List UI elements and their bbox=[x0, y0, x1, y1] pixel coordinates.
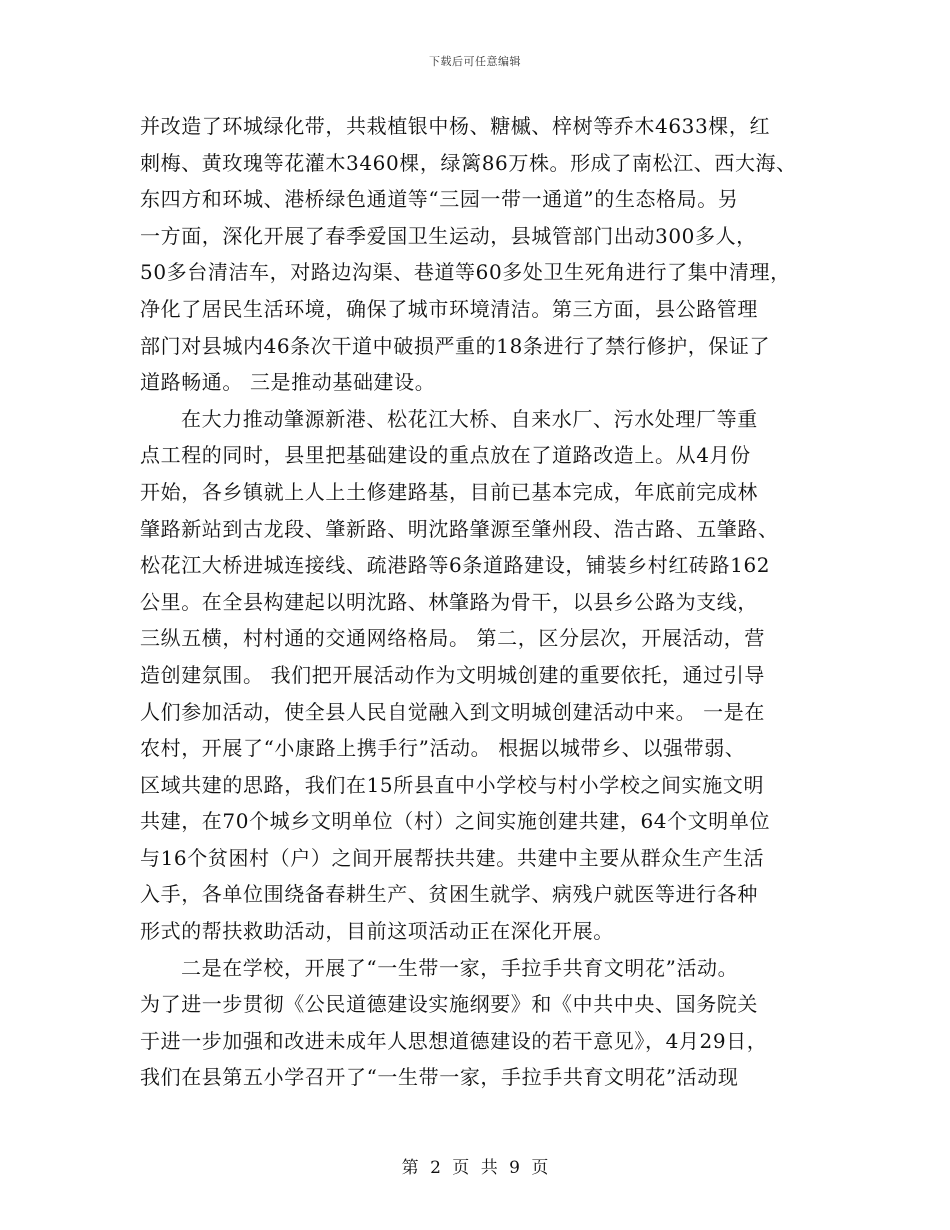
body-text bbox=[140, 108, 820, 1096]
text-line: 为了进一步贯彻《公民道德建设实施纲要》和《中共中央、国务院关 bbox=[140, 992, 758, 1017]
text-line: 造创建氛围。 我们把开展活动作为文明城创建的重要依托，通过引导 bbox=[140, 662, 765, 687]
paragraph-start-line: 在大力推动肇源新港、松花江大桥、自来水厂、污水处理厂等重 bbox=[181, 406, 758, 431]
text-line: 公里。在全县构建起以明沈路、林肇路为骨干，以县乡公路为支线， bbox=[140, 589, 758, 614]
text-line: 我们在县第五小学召开了“一生带一家，手拉手共育文明花”活动现 bbox=[140, 1065, 739, 1090]
text-line: 一方面，深化开展了春季爱国卫生运动，县城管部门出动300多人， bbox=[140, 223, 757, 248]
text-line: 刺梅、黄玫瑰等花灌木3460棵，绿篱86万株。形成了南松江、西大海、 bbox=[140, 150, 797, 175]
text-line: 部门对县城内46条次干道中破损严重的18条进行了禁行修护，保证了 bbox=[140, 333, 771, 358]
text-line: 形式的帮扶救助活动，目前这项活动正在深化开展。 bbox=[140, 919, 614, 944]
text-line: 入手，各单位围绕备春耕生产、贫困生就学、病残户就医等进行各种 bbox=[140, 882, 758, 907]
text-line: 三纵五横，村村通的交通网络格局。 第二，区分层次，开展活动，营 bbox=[140, 626, 765, 651]
text-line: 东四方和环城、港桥绿色通道等“三园一带一通道”的生态格局。另 bbox=[140, 187, 739, 212]
header-note: 下载后可任意编辑 bbox=[429, 55, 521, 68]
text-line: 并改造了环城绿化带，共栽植银中杨、糖槭、梓树等乔木4633棵，红 bbox=[140, 114, 771, 138]
text-line: 与16个贫困村（户）之间开展帮扶共建。共建中主要从群众生产生活 bbox=[140, 845, 765, 870]
text-line: 净化了居民生活环境，确保了城市环境清洁。第三方面，县公路管理 bbox=[140, 296, 758, 321]
text-line: 道路畅通。 三是推动基础建设。 bbox=[140, 370, 436, 395]
text-line: 肇路新站到古龙段、肇新路、明沈路肇源至肇州段、浩古路、五肇路、 bbox=[140, 516, 779, 541]
paragraph-start-line: 二是在学校，开展了“一生带一家，手拉手共育文明花”活动。 bbox=[181, 955, 739, 980]
text-line: 松花江大桥进城连接线、疏港路等6条道路建设，铺装乡村红砖路162 bbox=[140, 553, 771, 578]
page-number-footer: 第 2 页 共 9 页 bbox=[401, 1158, 549, 1178]
text-line: 农村，开展了“小康路上携手行”活动。 根据以城带乡、以强带弱、 bbox=[140, 736, 746, 761]
text-line: 点工程的同时，县里把基础建设的重点放在了道路改造上。从4月份 bbox=[140, 443, 751, 468]
text-line: 区域共建的思路，我们在15所县直中小学校与村小学校之间实施文明 bbox=[140, 772, 765, 797]
text-line: 共建，在70个城乡文明单位（村）之间实施创建共建，64个文明单位 bbox=[140, 809, 771, 834]
text-line: 于进一步加强和改进未成年人思想道德建设的若干意见》，4月29日， bbox=[140, 1028, 768, 1053]
text-line: 人们参加活动，使全县人民自觉融入到文明城创建活动中来。 一是在 bbox=[140, 699, 765, 724]
text-line: 50多台清洁车，对路边沟渠、巷道等60多处卫生死角进行了集中清理， bbox=[140, 260, 791, 285]
text-line: 开始，各乡镇就上人上土修建路基，目前已基本完成，年底前完成林 bbox=[140, 479, 758, 504]
